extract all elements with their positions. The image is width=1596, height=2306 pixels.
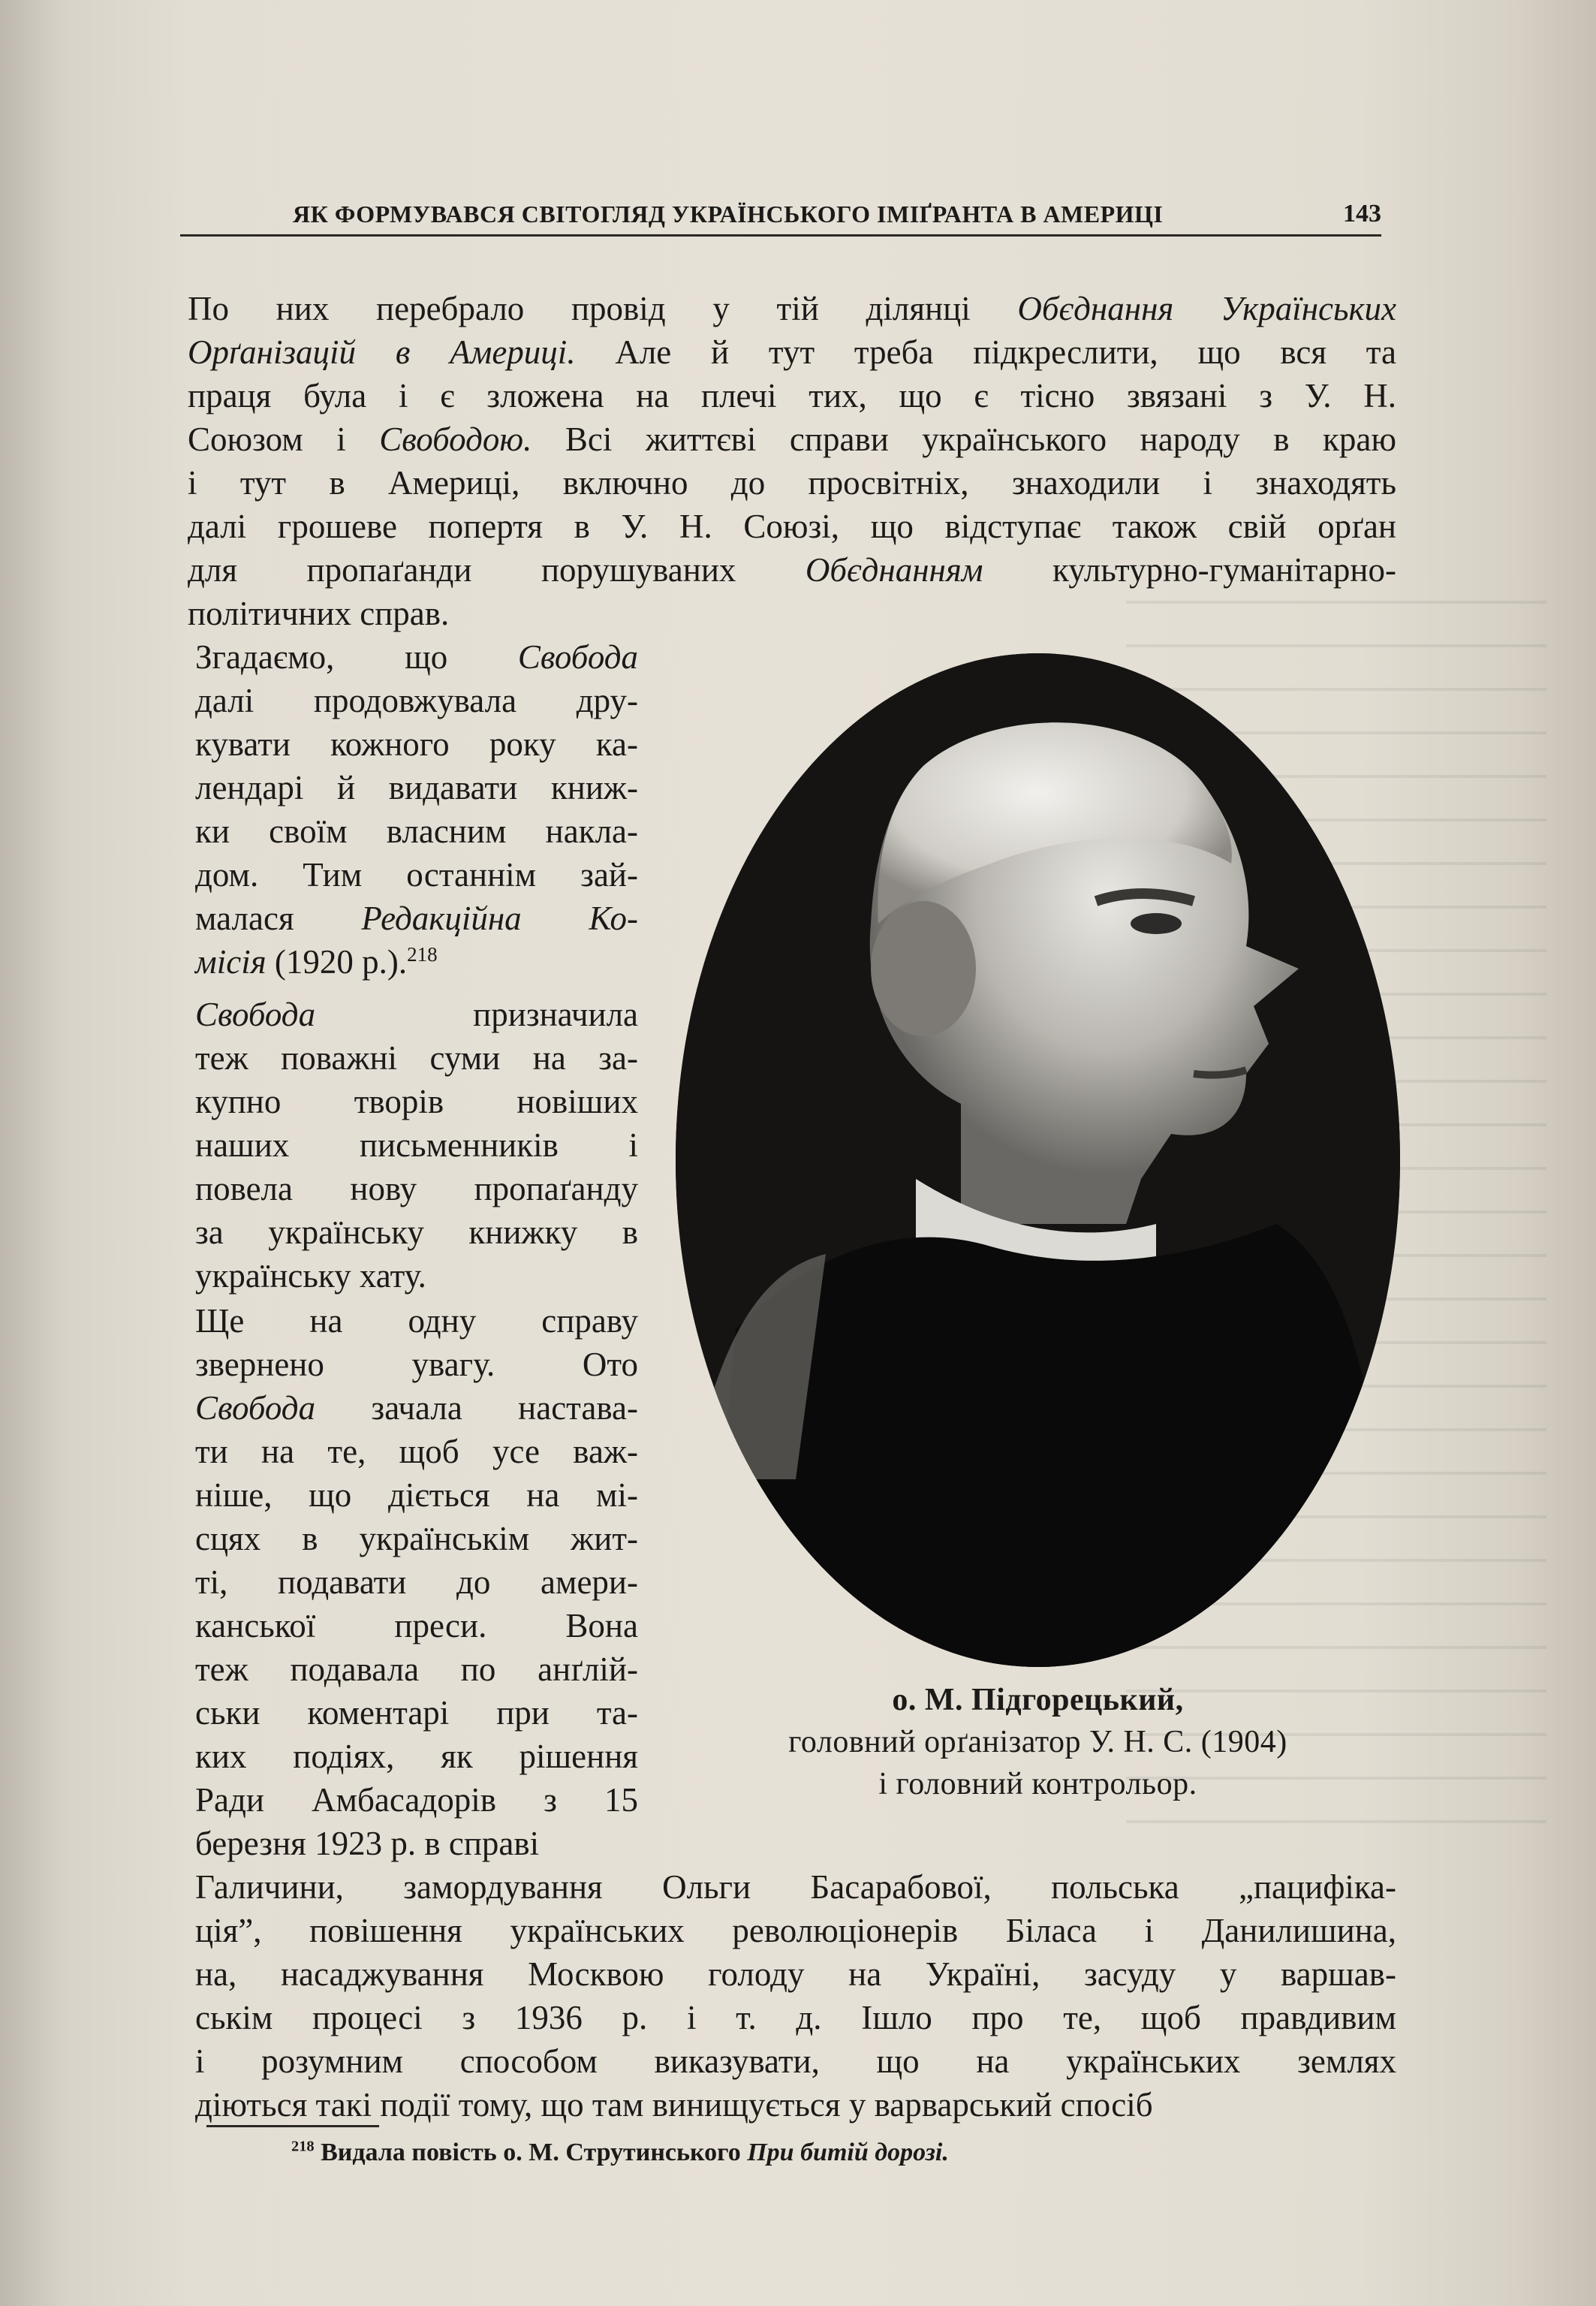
paragraph-4 (195, 1299, 638, 1865)
footnote-ref: Згадаємо, що (195, 638, 518, 676)
text-line (195, 897, 638, 940)
text-line (195, 1647, 638, 1691)
paragraph-5 (195, 1865, 1396, 2127)
text-line (195, 1735, 638, 1778)
text-line (195, 1560, 638, 1604)
footnote-ref: сцях в українськім жит- (195, 1520, 638, 1557)
footnote-number: 218 (291, 2138, 315, 2155)
footnote-ref: далі продовжувала дру- (195, 682, 638, 719)
text-line (195, 1604, 638, 1647)
text-line (195, 2083, 1396, 2127)
footnote-ref: Але й тут треба підкреслити, що вся та (575, 333, 1396, 371)
footnote-ref: купно творів новіших (195, 1083, 638, 1120)
text-line (195, 1996, 1396, 2039)
text-line (195, 766, 638, 809)
italic-run: Свобода (195, 996, 316, 1033)
footnote-ref: ти на те, щоб усе важ- (195, 1433, 638, 1470)
portrait-drawing (676, 653, 1400, 1667)
text-line (195, 635, 638, 679)
text-line (195, 809, 638, 853)
text-line (195, 2039, 1396, 2083)
footnote-ref: ськім процесі з 1936 р. і т. д. Ішло про те, щоб правдивим (195, 1999, 1396, 2036)
footnote-ref: 218 (407, 943, 438, 966)
footnote-ref: ніше, що діється на мі- (195, 1476, 638, 1514)
footnote-ref: ськи коментарі при та- (195, 1694, 638, 1732)
text-line (195, 1909, 1396, 1952)
footnote-ref: ких подіях, як рішення (195, 1738, 638, 1775)
portrait-photo (676, 653, 1400, 1667)
footnote-ref: Всі життєві справи українського народу в краю (531, 421, 1396, 458)
footnote-title: При битій дорозі. (747, 2139, 949, 2166)
text-line (195, 1865, 1396, 1909)
footnote-ref: далі грошеве попертя в У. Н. Союзі, що відступає також свій орґан (188, 508, 1396, 545)
text-line (188, 374, 1396, 417)
running-title: ЯК ФОРМУВАВСЯ СВІТОГЛЯД УКРАЇНСЬКОГО ІМІҐРАНТА В АМЕРИЦІ (293, 200, 1164, 228)
photo-caption (676, 1679, 1400, 1805)
text-line (195, 679, 638, 722)
page-number: 143 (1343, 200, 1381, 228)
caption-name: о. М. Підгорецький, (892, 1683, 1184, 1717)
text-line (195, 1123, 638, 1167)
footnote-ref: українську хату. (195, 1257, 426, 1295)
paragraph-3 (195, 993, 638, 1298)
footnote-ref: теж поважні суми на за- (195, 1039, 638, 1077)
footnote-ref: політичних справ. (188, 595, 450, 632)
footnote-ref: малася (195, 900, 362, 937)
text-line (195, 1299, 638, 1343)
text-line (195, 1036, 638, 1080)
footnote-ref: Галичини, замордування Ольги Басарабової, польська „пацифіка- (195, 1868, 1396, 1906)
text-line (188, 287, 1396, 330)
footnote-ref: і розумним способом виказувати, що на українських землях (195, 2042, 1396, 2080)
footnote-ref: ція”, повішення українських революціонерів Біласа і Данилишина, (195, 1912, 1396, 1949)
footnote-ref: для пропаґанди порушуваних (188, 551, 806, 589)
text-line (195, 1778, 638, 1822)
italic-run: Обєднанням (805, 551, 983, 589)
footnote-ref: По них перебрало провід у тій ділянці (188, 290, 1018, 327)
footnote-rule (206, 2125, 379, 2127)
text-line (195, 1343, 638, 1386)
text-line (188, 505, 1396, 548)
footnote-ref: і тут в Америці, включно до просвітніх, знаходили і знаходять (188, 464, 1396, 502)
footnote-ref: наших письменників і (195, 1126, 638, 1164)
text-line (195, 722, 638, 766)
footnote-ref: призначила (315, 996, 638, 1033)
text-line (195, 1517, 638, 1560)
footnote-ref: дом. Тим останнім зай- (195, 856, 638, 894)
text-line (188, 548, 1396, 592)
text-line (188, 417, 1396, 461)
footnote-ref: теж подавала по анґлій- (195, 1650, 638, 1688)
footnote-ref: ки своїм власним накла- (195, 812, 638, 850)
paragraph-1 (188, 287, 1396, 635)
text-line (195, 1254, 638, 1298)
footnote-ref: діються такі події тому, що там винищується у варварський спосіб (195, 2086, 1153, 2124)
italic-run: Обєднання Українських (1017, 290, 1397, 327)
footnote-ref: лендарі й видавати книж- (195, 769, 638, 806)
footnote-ref: березня 1923 р. в справі (195, 1825, 540, 1862)
footnote-ref: Ради Амбасадорів з 15 (195, 1781, 638, 1819)
italic-run: Свобода (195, 1389, 316, 1427)
text-line (188, 330, 1396, 374)
text-line (195, 1386, 638, 1430)
footnote-ref: на, насаджування Москвою голоду на Україні, засуду у варшав- (195, 1955, 1396, 1993)
text-line (195, 940, 638, 984)
text-line (195, 993, 638, 1036)
text-line (195, 1210, 638, 1254)
footnote-ref: (1920 р.). (266, 943, 408, 981)
footnote-ref: Союзом і (188, 421, 380, 458)
text-line (188, 461, 1396, 505)
paragraph-2 (195, 635, 638, 984)
footnote (291, 2139, 949, 2167)
text-line (195, 1167, 638, 1210)
footnote-ref: звернено увагу. Ото (195, 1346, 638, 1383)
footnote-ref: ті, подавати до амери- (195, 1563, 638, 1601)
footnote-ref: Ще на одну справу (195, 1302, 638, 1340)
footnote-ref: праця була і є зложена на плечі тих, що є тісно звязані з У. Н. (188, 377, 1396, 414)
text-line (195, 1691, 638, 1735)
italic-run: Редакційна Ко- (361, 900, 638, 937)
text-line (195, 1822, 638, 1865)
italic-run: Свобода (517, 638, 638, 676)
footnote-text: Видала повість о. М. Струтинського (314, 2139, 748, 2166)
footnote-ref: кувати кожного року ка- (195, 725, 638, 763)
text-line (188, 592, 1396, 635)
caption-role-2: і головний контрольор. (878, 1767, 1197, 1801)
caption-role: головний орґанізатор У. Н. С. (1904) (788, 1725, 1287, 1759)
footnote-ref: за українську книжку в (195, 1213, 638, 1251)
italic-run: Орґанізацій в Америці. (188, 333, 576, 371)
italic-run: Свободою. (379, 421, 532, 458)
text-line (195, 853, 638, 897)
footnote-ref: канської преси. Вона (195, 1607, 638, 1644)
text-line (195, 1430, 638, 1473)
footnote-ref: культурно-гуманітарно- (983, 551, 1396, 589)
text-line (195, 1952, 1396, 1996)
running-header (180, 197, 1381, 237)
footnote-ref: повела нову пропаґанду (195, 1170, 638, 1207)
text-line (195, 1473, 638, 1517)
italic-run: місія (195, 943, 267, 981)
text-line (195, 1080, 638, 1123)
footnote-ref: зачала настава- (315, 1389, 638, 1427)
